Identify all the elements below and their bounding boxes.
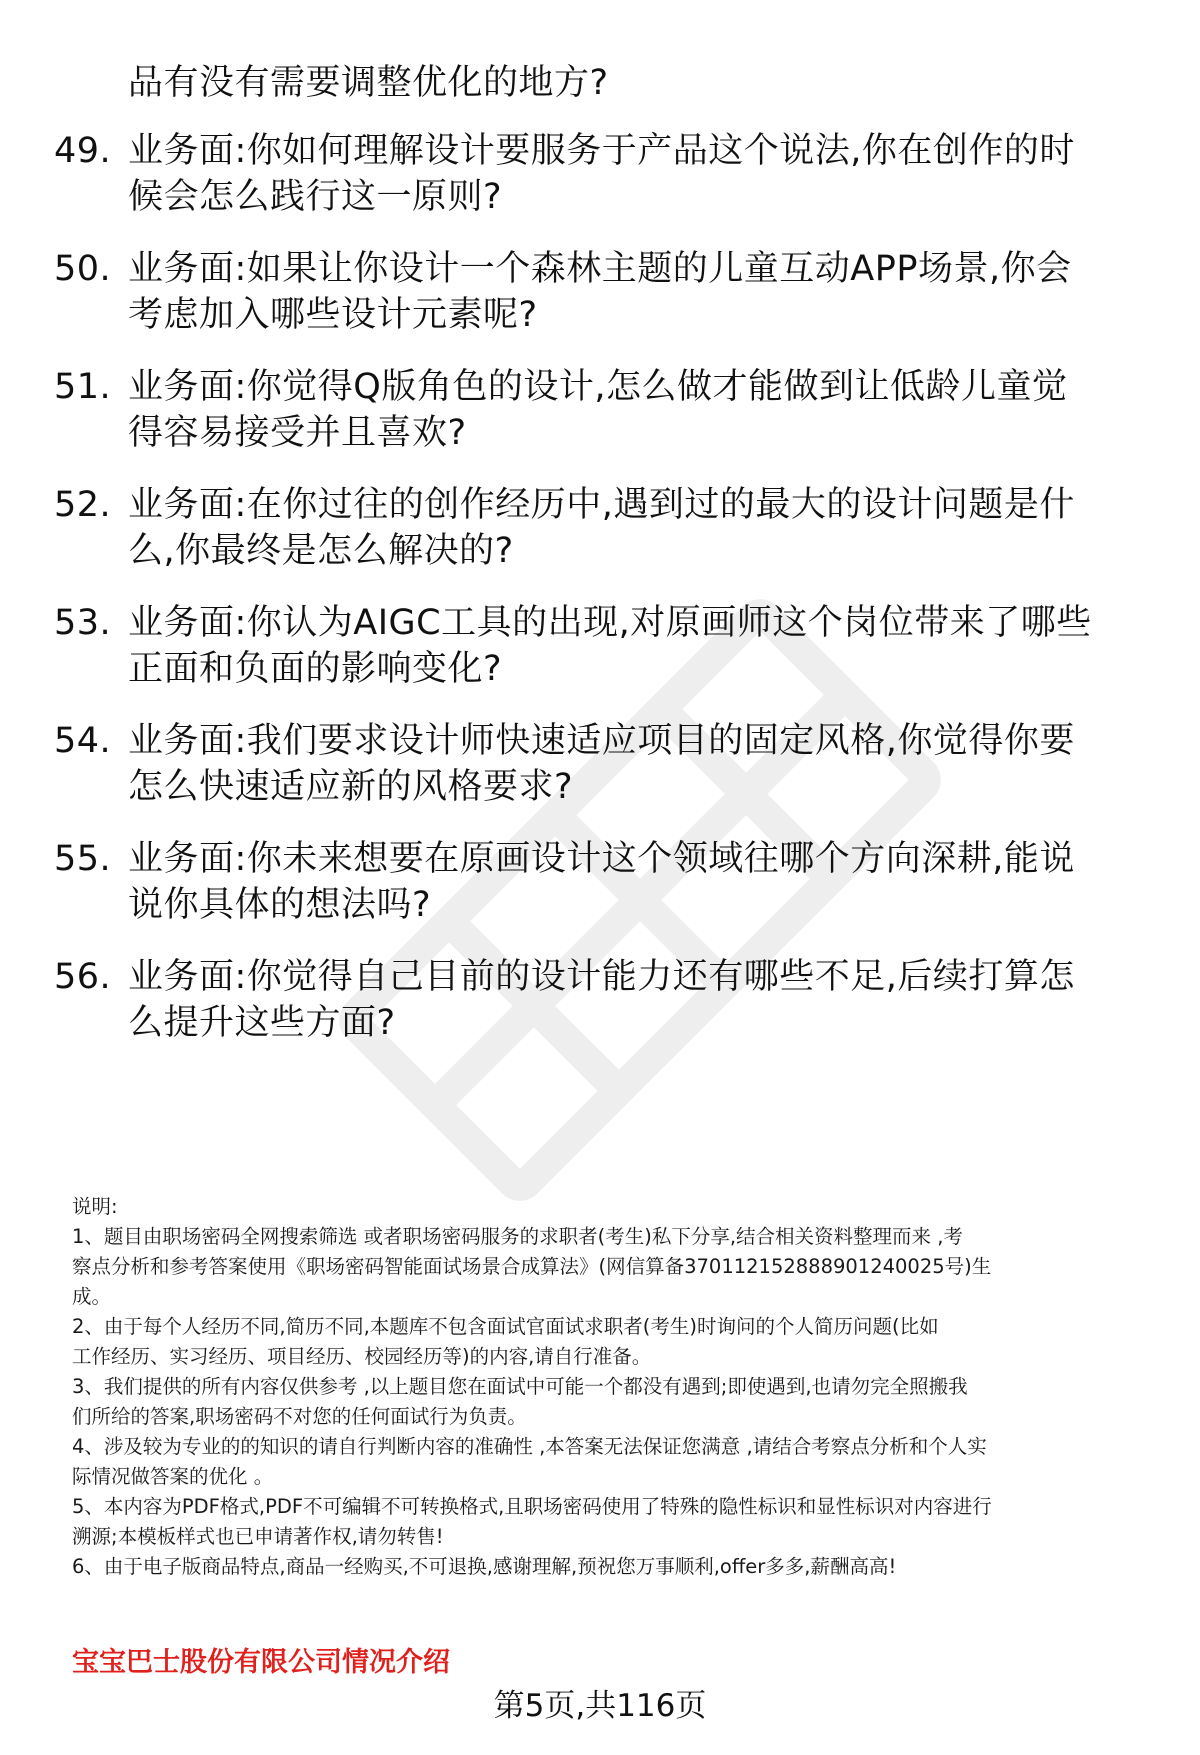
question-number: 53. [54, 603, 112, 643]
note-line: 2、由于每个人经历不同,简历不同,本题库不包含面试官面试求职者(考生)时询问的个人简历问题(比如 [72, 1315, 939, 1338]
page-number: 第5页,共116页 [493, 1688, 707, 1724]
question-number: 51. [54, 367, 112, 407]
question-number: 56. [54, 957, 112, 997]
note-line: 际情况做答案的优化 。 [72, 1465, 274, 1488]
question-number: 54. [54, 721, 112, 761]
question-number: 52. [54, 485, 112, 525]
notes-title: 说明: [72, 1195, 118, 1218]
note-line: 们所给的答案,职场密码不对您的任何面试行为负责。 [72, 1405, 527, 1428]
note-line: 溯源;本模板样式也已申请著作权,请勿转售! [72, 1525, 444, 1548]
question-line: 正面和负面的影响变化? [128, 649, 503, 689]
question-line: 业务面:你未来想要在原画设计这个领域往哪个方向深耕,能说 [128, 839, 1075, 879]
question-number: 55. [54, 839, 112, 879]
note-line: 工作经历、实习经历、项目经历、校园经历等)的内容,请自行准备。 [72, 1345, 652, 1368]
note-line: 3、我们提供的所有内容仅供参考 ,以上题目您在面试中可能一个都没有遇到;即使遇到,也请勿完全照搬我 [72, 1375, 968, 1398]
company-intro-link[interactable]: 宝宝巴士股份有限公司情况介绍 [72, 1647, 450, 1678]
question-line: 业务面:我们要求设计师快速适应项目的固定风格,你觉得你要 [128, 721, 1075, 761]
question-line: 品有没有需要调整优化的地方? [128, 63, 609, 103]
notes-section [72, 1192, 1162, 1582]
question-line: 业务面:如果让你设计一个森林主题的儿童互动APP场景,你会 [128, 249, 1072, 289]
question-line: 业务面:你如何理解设计要服务于产品这个说法,你在创作的时 [128, 131, 1075, 171]
question-line: 说你具体的想法吗? [128, 885, 432, 925]
question-line: 业务面:你认为AIGC工具的出现,对原画师这个岗位带来了哪些 [128, 603, 1092, 643]
question-number: 50. [54, 249, 112, 289]
note-line: 察点分析和参考答案使用《职场密码智能面试场景合成算法》(网信算备370112152888901240025号)生 [72, 1255, 992, 1278]
note-line: 4、涉及较为专业的的知识的请自行判断内容的准确性 ,本答案无法保证您满意 ,请结合考察点分析和个人实 [72, 1435, 987, 1458]
note-line: 5、本内容为PDF格式,PDF不可编辑不可转换格式,且职场密码使用了特殊的隐性标识和显性标识对内容进行 [72, 1495, 992, 1518]
note-line: 1、题目由职场密码全网搜索筛选 或者职场密码服务的求职者(考生)私下分享,结合相关资料整理而来 ,考 [72, 1225, 963, 1248]
note-line: 6、由于电子版商品特点,商品一经购买,不可退换,感谢理解,预祝您万事顺利,offer多多,薪酬高高! [72, 1555, 897, 1578]
question-number: 49. [54, 131, 112, 171]
note-line: 成。 [72, 1285, 112, 1308]
question-line: 么提升这些方面? [128, 1003, 396, 1043]
question-line: 候会怎么践行这一原则? [128, 177, 503, 217]
question-line: 业务面:你觉得Q版角色的设计,怎么做才能做到让低龄儿童觉 [128, 367, 1068, 407]
question-line: 得容易接受并且喜欢? [128, 413, 467, 453]
question-line: 考虑加入哪些设计元素呢? [128, 295, 538, 335]
question-line: 业务面:在你过往的创作经历中,遇到过的最大的设计问题是什 [128, 485, 1075, 525]
question-line: 么,你最终是怎么解决的? [128, 531, 514, 571]
question-line: 怎么快速适应新的风格要求? [128, 767, 574, 807]
question-line: 业务面:你觉得自己目前的设计能力还有哪些不足,后续打算怎 [128, 957, 1075, 997]
